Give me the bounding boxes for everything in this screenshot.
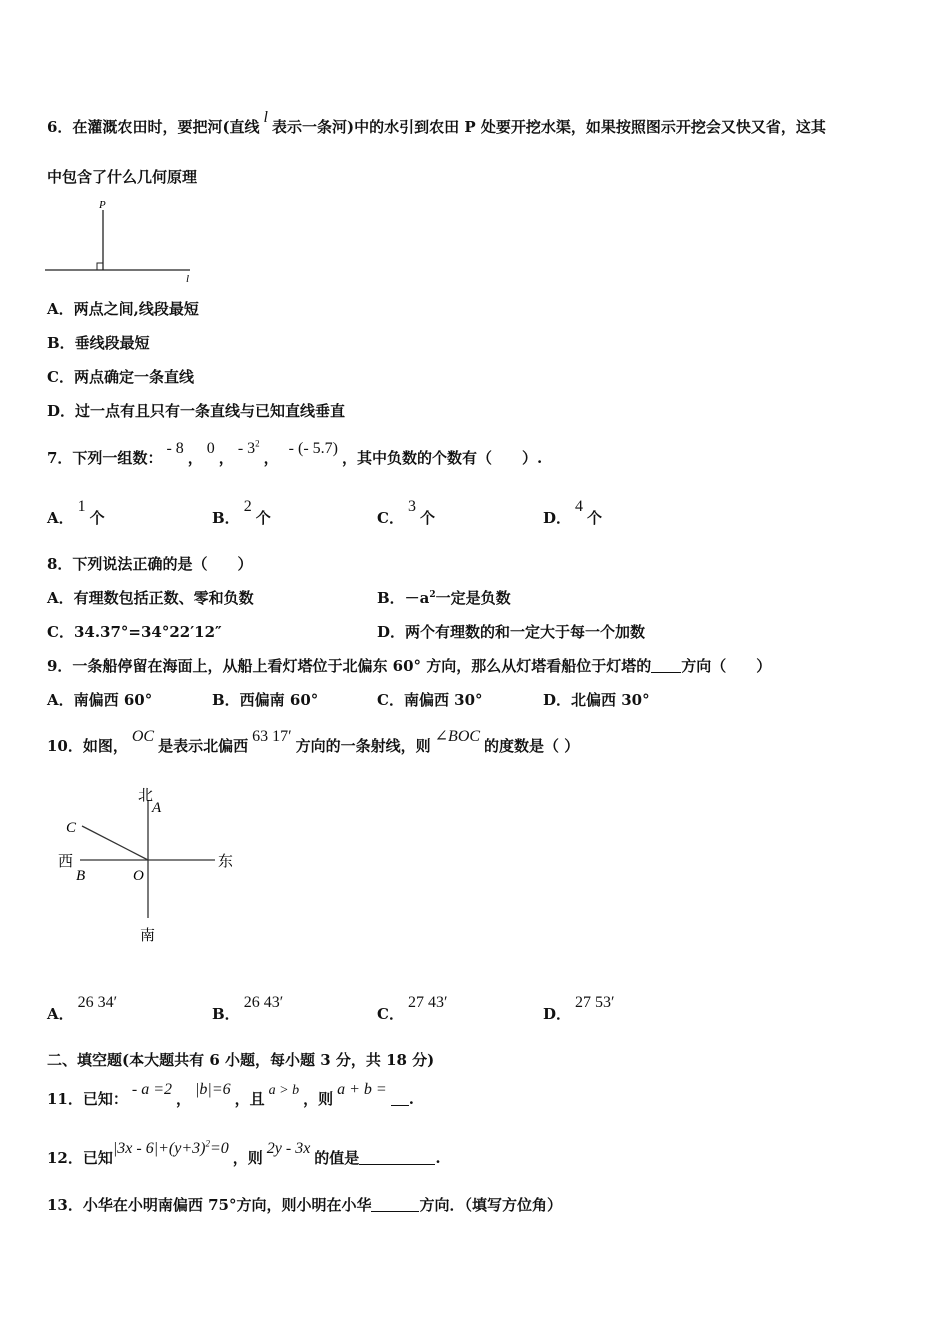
q11-text-2: ，且 bbox=[234, 1090, 265, 1108]
q11-math-4: a + b = bbox=[337, 1081, 387, 1098]
q6-option-c: C．两点确定一条直线 bbox=[47, 368, 194, 386]
q10-text-3: 方向的一条射线，则 bbox=[295, 737, 431, 755]
q10-stem bbox=[47, 728, 580, 756]
q6-math-l: l bbox=[263, 109, 268, 126]
q10-label-north: 北 bbox=[138, 786, 154, 804]
q12-math-1-body: |3x - 6|+(y+3) bbox=[112, 1140, 206, 1157]
q10-text-2: 是表示北偏西 bbox=[158, 737, 249, 755]
q9-stem-pre: 9．一条船停留在海面上，从船上看灯塔位于北偏东 60° 方向，那么从灯塔看船位于灯塔的 bbox=[47, 657, 652, 675]
q7-option-d-label: D． bbox=[543, 509, 572, 527]
q11-stem bbox=[47, 1081, 414, 1109]
q10-option-d-value: 27 53′ bbox=[575, 994, 615, 1011]
q8-option-b-exp: 2 bbox=[429, 590, 436, 600]
q10-option-a-label: A． bbox=[47, 1005, 74, 1023]
q9-stem-post: 方向（ ） bbox=[681, 657, 772, 675]
q7-option-d-value: 4 bbox=[575, 498, 584, 515]
q10-label-b: B bbox=[76, 868, 86, 884]
q7-num-4: - (- 5.7) bbox=[288, 440, 338, 457]
q7-option-a bbox=[47, 498, 105, 528]
q10-label-o: O bbox=[133, 868, 144, 884]
q10-ray-oc bbox=[82, 826, 148, 860]
q7-option-d bbox=[543, 498, 603, 528]
q10-label-west: 西 bbox=[58, 852, 74, 870]
q11-text-3: ，则 bbox=[303, 1090, 334, 1108]
q10-label-a: A bbox=[152, 800, 162, 816]
q7-option-b-unit: 个 bbox=[255, 509, 271, 527]
q6-stem-line1 bbox=[47, 109, 826, 137]
q8-stem: 8．下列说法正确的是（ ） bbox=[47, 555, 253, 573]
q13-stem bbox=[47, 1194, 562, 1215]
section-2-heading: 二、填空题(本大题共有 6 小题，每小题 3 分，共 18 分) bbox=[47, 1051, 435, 1069]
q10-option-c bbox=[377, 994, 451, 1024]
q11-math-3: a > b bbox=[268, 1083, 300, 1098]
q12-math-1 bbox=[113, 1140, 229, 1157]
q10-option-d-label: D． bbox=[543, 1005, 572, 1023]
q10-math-angle: 63 17′ bbox=[252, 728, 292, 745]
q7-sep-1: ， bbox=[187, 449, 203, 467]
q7-prefix: 7．下列一组数： bbox=[47, 449, 163, 467]
q11-text-1: 11．已知： bbox=[47, 1090, 128, 1108]
q7-option-c-unit: 个 bbox=[419, 509, 435, 527]
q7-sep-3: ， bbox=[263, 449, 279, 467]
q7-option-c-value: 3 bbox=[407, 498, 416, 515]
q7-option-a-label: A． bbox=[47, 509, 74, 527]
q10-text-4: 的度数是（ ） bbox=[484, 737, 580, 755]
q6-option-d: D．过一点有且只有一条直线与已知直线垂直 bbox=[47, 402, 346, 420]
q13-text-2: 方向．（填写方位角） bbox=[419, 1196, 562, 1214]
q8-option-b-pre: B．－a bbox=[377, 589, 430, 607]
q8-option-b bbox=[377, 587, 511, 608]
q6-label-l: l bbox=[186, 273, 190, 285]
q12-stem bbox=[47, 1138, 441, 1168]
q10-option-b-label: B． bbox=[212, 1005, 240, 1023]
q9-option-a: A．南偏西 60° bbox=[47, 691, 153, 709]
q10-label-c: C bbox=[66, 820, 77, 836]
q7-option-b bbox=[212, 498, 271, 528]
q10-option-b-value: 26 43′ bbox=[243, 994, 284, 1011]
q10-option-a-value: 26 34′ bbox=[77, 994, 118, 1011]
q10-label-south: 南 bbox=[140, 926, 156, 944]
q7-sep-2: ， bbox=[218, 449, 234, 467]
q7-num-3-base: - 3 bbox=[237, 440, 256, 457]
q12-math-1-tail: =0 bbox=[209, 1140, 229, 1157]
q7-option-d-unit: 个 bbox=[587, 509, 603, 527]
q6-option-a: A．两点之间,线段最短 bbox=[47, 300, 199, 318]
q7-num-3-exp: 2 bbox=[255, 438, 260, 449]
q12-math-1-exp: 2 bbox=[205, 1138, 210, 1149]
q9-option-b: B．西偏南 60° bbox=[212, 691, 319, 709]
q10-option-b bbox=[212, 994, 287, 1024]
q11-sep: ， bbox=[176, 1090, 192, 1108]
q6-text-1: 6．在灌溉农田时，要把河(直线 bbox=[47, 118, 260, 136]
q10-option-a bbox=[47, 994, 121, 1024]
q7-stem bbox=[47, 438, 543, 468]
q12-text-3: 的值是 bbox=[314, 1149, 360, 1167]
q11-math-1: - a =2 bbox=[131, 1081, 172, 1098]
q11-math-2: |b|=6 bbox=[195, 1081, 231, 1098]
q7-option-b-value: 2 bbox=[243, 498, 252, 515]
q9-option-c: C．南偏西 30° bbox=[377, 691, 483, 709]
q7-num-3 bbox=[238, 440, 260, 457]
q12-text-4: . bbox=[435, 1149, 441, 1167]
q10-math-boc: ∠BOC bbox=[434, 728, 481, 745]
q6-option-b: B．垂线段最短 bbox=[47, 334, 150, 352]
q10-math-oc: OC bbox=[131, 728, 155, 745]
q10-label-east: 东 bbox=[218, 852, 234, 870]
q12-text-1: 12．已知 bbox=[47, 1149, 113, 1167]
q6-figure bbox=[40, 196, 200, 286]
q10-figure bbox=[50, 780, 250, 950]
q9-blank bbox=[651, 658, 681, 673]
q7-option-a-unit: 个 bbox=[89, 509, 105, 527]
q7-suffix: ，其中负数的个数有（ ）. bbox=[341, 449, 543, 467]
q7-num-2: 0 bbox=[206, 440, 215, 457]
q12-blank bbox=[359, 1150, 435, 1165]
q9-stem bbox=[47, 655, 771, 676]
q6-label-p: P bbox=[99, 199, 106, 211]
q11-blank bbox=[391, 1091, 409, 1106]
q6-right-angle-mark bbox=[97, 263, 103, 270]
q9-option-d: D．北偏西 30° bbox=[543, 691, 650, 709]
q7-option-c-label: C． bbox=[377, 509, 404, 527]
q7-option-c bbox=[377, 498, 435, 528]
q6-stem-line2: 中包含了什么几何原理 bbox=[47, 168, 198, 186]
q8-option-c: C．34.37°=34°22′12″ bbox=[47, 623, 222, 641]
q13-blank bbox=[371, 1197, 419, 1212]
q8-option-d: D．两个有理数的和一定大于每一个加数 bbox=[377, 623, 646, 641]
q8-option-a: A．有理数包括正数、零和负数 bbox=[47, 589, 254, 607]
q10-option-c-label: C． bbox=[377, 1005, 404, 1023]
q7-option-b-label: B． bbox=[212, 509, 240, 527]
q13-text-1: 13．小华在小明南偏西 75°方向，则小明在小华 bbox=[47, 1196, 372, 1214]
q7-num-1: - 8 bbox=[166, 440, 184, 457]
q10-text-1: 10．如图， bbox=[47, 737, 128, 755]
q6-text-2: 表示一条河)中的水引到农田 P 处要开挖水渠，如果按照图示开挖会又快又省，这其 bbox=[272, 118, 826, 136]
q10-option-c-value: 27 43′ bbox=[407, 994, 448, 1011]
q8-option-b-post: 一定是负数 bbox=[435, 589, 511, 607]
q10-option-d bbox=[543, 994, 619, 1024]
q12-math-2: 2y - 3x bbox=[266, 1140, 311, 1157]
q12-text-2: ，则 bbox=[232, 1149, 263, 1167]
q7-option-a-value: 1 bbox=[77, 498, 86, 515]
q11-text-4: . bbox=[408, 1090, 414, 1108]
